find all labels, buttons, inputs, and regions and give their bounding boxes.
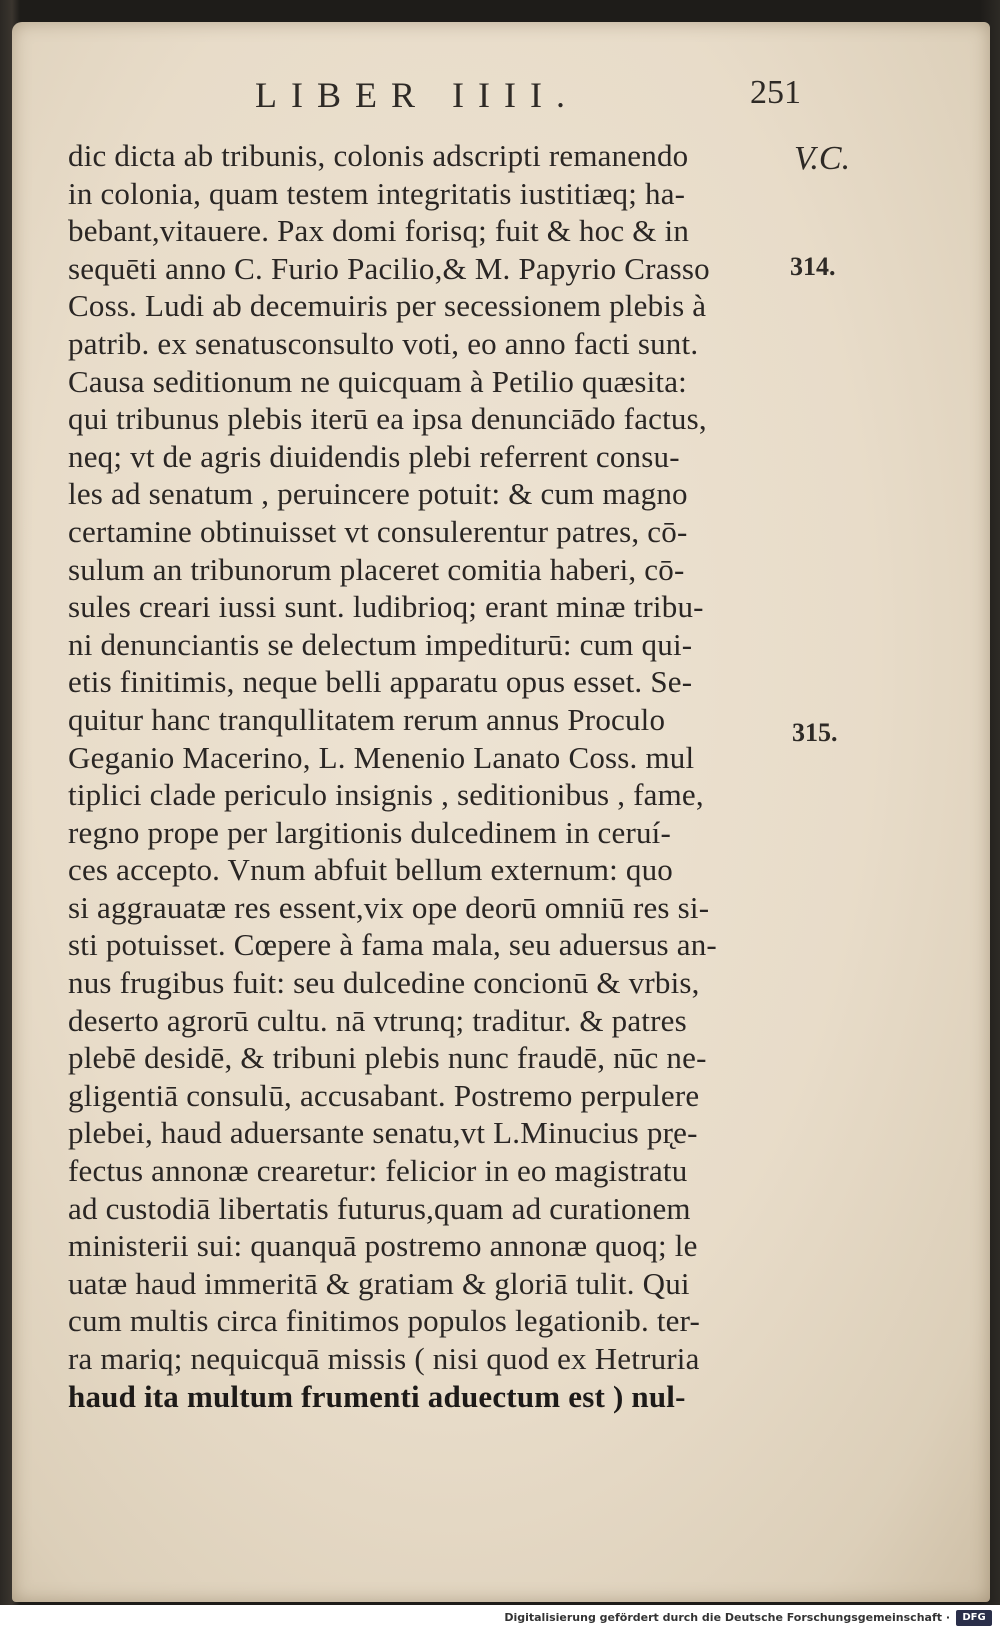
text-line: Coss. Ludi ab decemuiris per secessionem plebis à [68,288,707,324]
text-line: in colonia, quam testem integritatis iustitiæq; ha- [68,175,686,211]
text-line: dic dicta ab tribunis, colonis adscripti remanendo [68,138,689,173]
margin-note-vc: V.C. [794,140,851,177]
funding-credit: Digitalisierung gefördert durch die Deutsche Forschungsgemeinschaft · [504,1611,950,1624]
margin-note-year-314: 314. [790,252,836,281]
text-line: haud ita multum frumenti aduectum est ) nul- [68,1378,686,1414]
text-line: sules creari iussi sunt. ludibrioq; erant minæ tribu- [68,589,704,625]
text-line: regno prope per largitionis dulcedinem in ceruí- [68,814,672,850]
text-line: fectus annonæ crearetur: felicior in eo magistratu [68,1153,688,1189]
book-page [12,22,990,1602]
text-line: tiplici clade periculo insignis , seditionibus , fame, [68,777,704,813]
digitization-footer [0,1605,1000,1634]
text-line: certamine obtinuisset vt consulerentur patres, cō- [68,513,688,549]
text-line: ministerii sui: quanquā postremo annonæ quoq; le [68,1228,698,1264]
text-line: les ad senatum , peruincere potuit: & cum magno [68,476,688,512]
text-line: qui tribunus plebis iterū ea ipsa denunciādo factus, [68,401,707,437]
text-line: bebant,vitauere. Pax domi forisq; fuit & hoc & in [68,213,690,249]
text-line: patrib. ex senatusconsulto voti, eo anno facti sunt. [68,325,699,361]
text-line: quitur hanc tranqullitatem rerum annus Proculo [68,701,666,737]
text-line: plebei, haud aduersante senatu,vt L.Minucius pr̨e- [68,1115,698,1151]
text-line: etis finitimis, neque belli apparatu opus esset. Se- [68,664,693,700]
text-line: Causa seditionum ne quicquam à Petilio quæsita: [68,363,687,399]
text-line: neq; vt de agris diuidendis plebi referrent consu- [68,438,680,474]
margin-note-year-315: 315. [792,718,838,747]
text-line: ces accepto. Vnum abfuit bellum externum: quo [68,852,674,888]
text-line: ni denunciantis se delectum impediturū: cum qui- [68,626,693,662]
text-line: sequēti anno C. Furio Pacilio,& M. Papyrio Crasso [68,250,710,286]
text-line: plebē desidē, & tribuni plebis nunc fraudē, nūc ne- [68,1040,707,1076]
text-line: deserto agrorū cultu. nā vtrunq; traditur. & patres [68,1002,687,1038]
text-block [68,137,828,1415]
running-head [12,74,990,134]
text-line: ad custodiā libertatis futurus,quam ad curationem [68,1190,691,1226]
text-line: Geganio Macerino, L. Menenio Lanato Coss. mul [68,739,695,775]
text-line: sulum an tribunorum placeret comitia haberi, cō- [68,551,685,587]
folio-number: 251 [750,74,801,111]
text-line: uatæ haud immeritā & gratiam & gloriā tulit. Qui [68,1265,690,1301]
running-title: LIBER IIII. [255,75,579,115]
text-line: si aggrauatæ res essent,vix ope deorū omniū res si- [68,889,710,925]
text-line: cum multis circa finitimos populos legationib. ter- [68,1303,701,1339]
text-line: sti potuisset. Cœpere à fama mala, seu aduersus an- [68,927,717,963]
dfg-logo: DFG [956,1610,992,1626]
text-line: nus frugibus fuit: seu dulcedine concionū & vrbis, [68,965,700,1001]
text-line: ra mariq; nequicquā missis ( nisi quod ex Hetruria [68,1341,700,1376]
text-line: gligentiā consulū, accusabant. Postremo perpulere [68,1077,700,1113]
